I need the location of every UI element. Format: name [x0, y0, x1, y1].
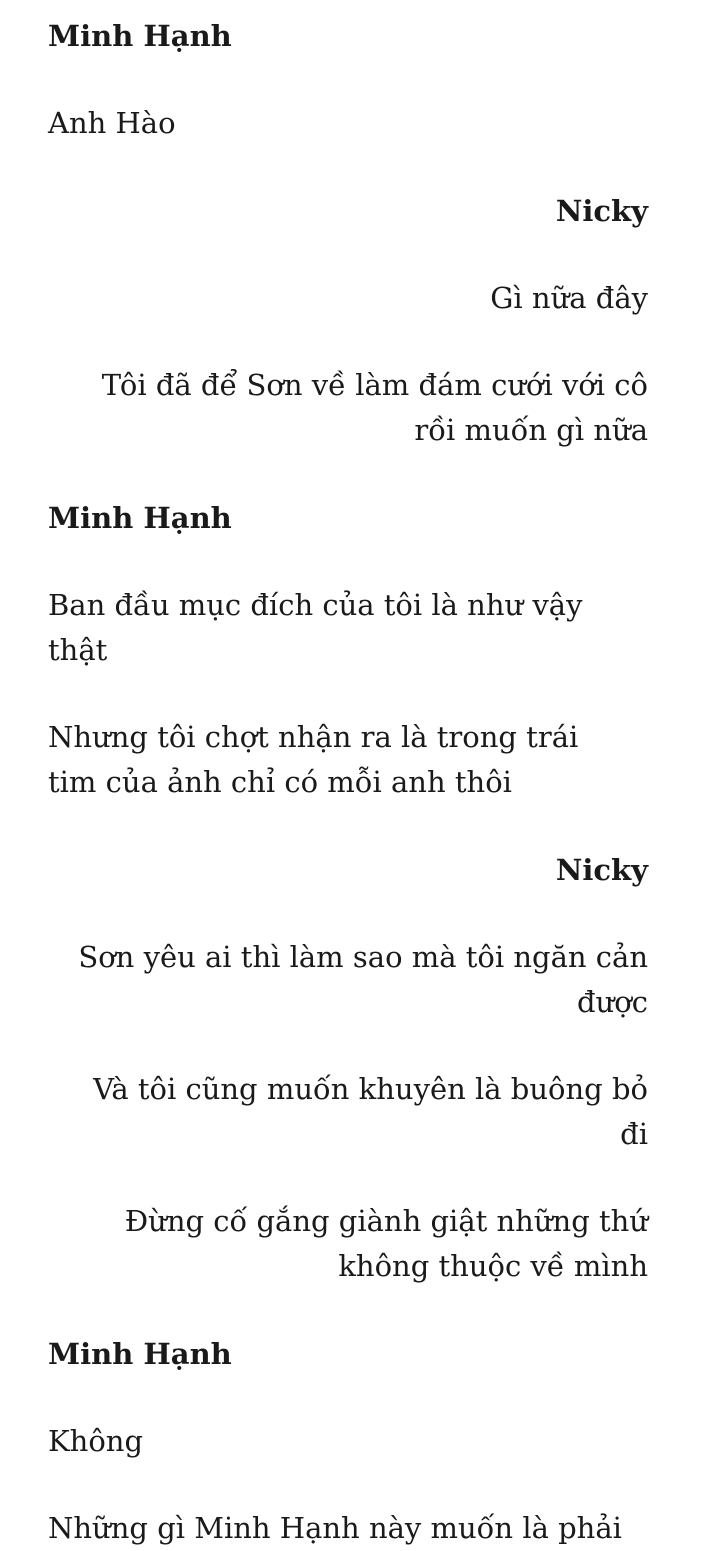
speaker-name: Minh Hạnh	[48, 1337, 232, 1371]
speaker-name: Nicky	[555, 194, 648, 228]
message-line: Tôi đã để Sơn về làm đám cưới với cô rồi muốn gì nữa	[101, 368, 648, 447]
message-line: Sơn yêu ai thì làm sao mà tôi ngăn cản được	[78, 940, 648, 1019]
message-line: Đừng cố gắng giành giật những thứ không thuộc về mình	[124, 1204, 648, 1283]
message-line: Anh Hào	[48, 106, 176, 140]
speaker-name: Minh Hạnh	[48, 19, 232, 53]
message-line: Và tôi cũng muốn khuyên là buông bỏ đi	[93, 1072, 648, 1151]
message-line: Nhưng tôi chợt nhận ra là trong trái tim của ảnh chỉ có mỗi anh thôi	[48, 720, 579, 799]
speaker-name: Minh Hạnh	[48, 501, 232, 535]
speaker-name: Nicky	[555, 853, 648, 887]
message-line: Gì nữa đây	[490, 281, 648, 315]
message-line: Ban đầu mục đích của tôi là như vậy thật	[48, 588, 583, 667]
message-line: Những gì Minh Hạnh này muốn là phải	[48, 1511, 622, 1545]
message-line: Không	[48, 1424, 144, 1458]
